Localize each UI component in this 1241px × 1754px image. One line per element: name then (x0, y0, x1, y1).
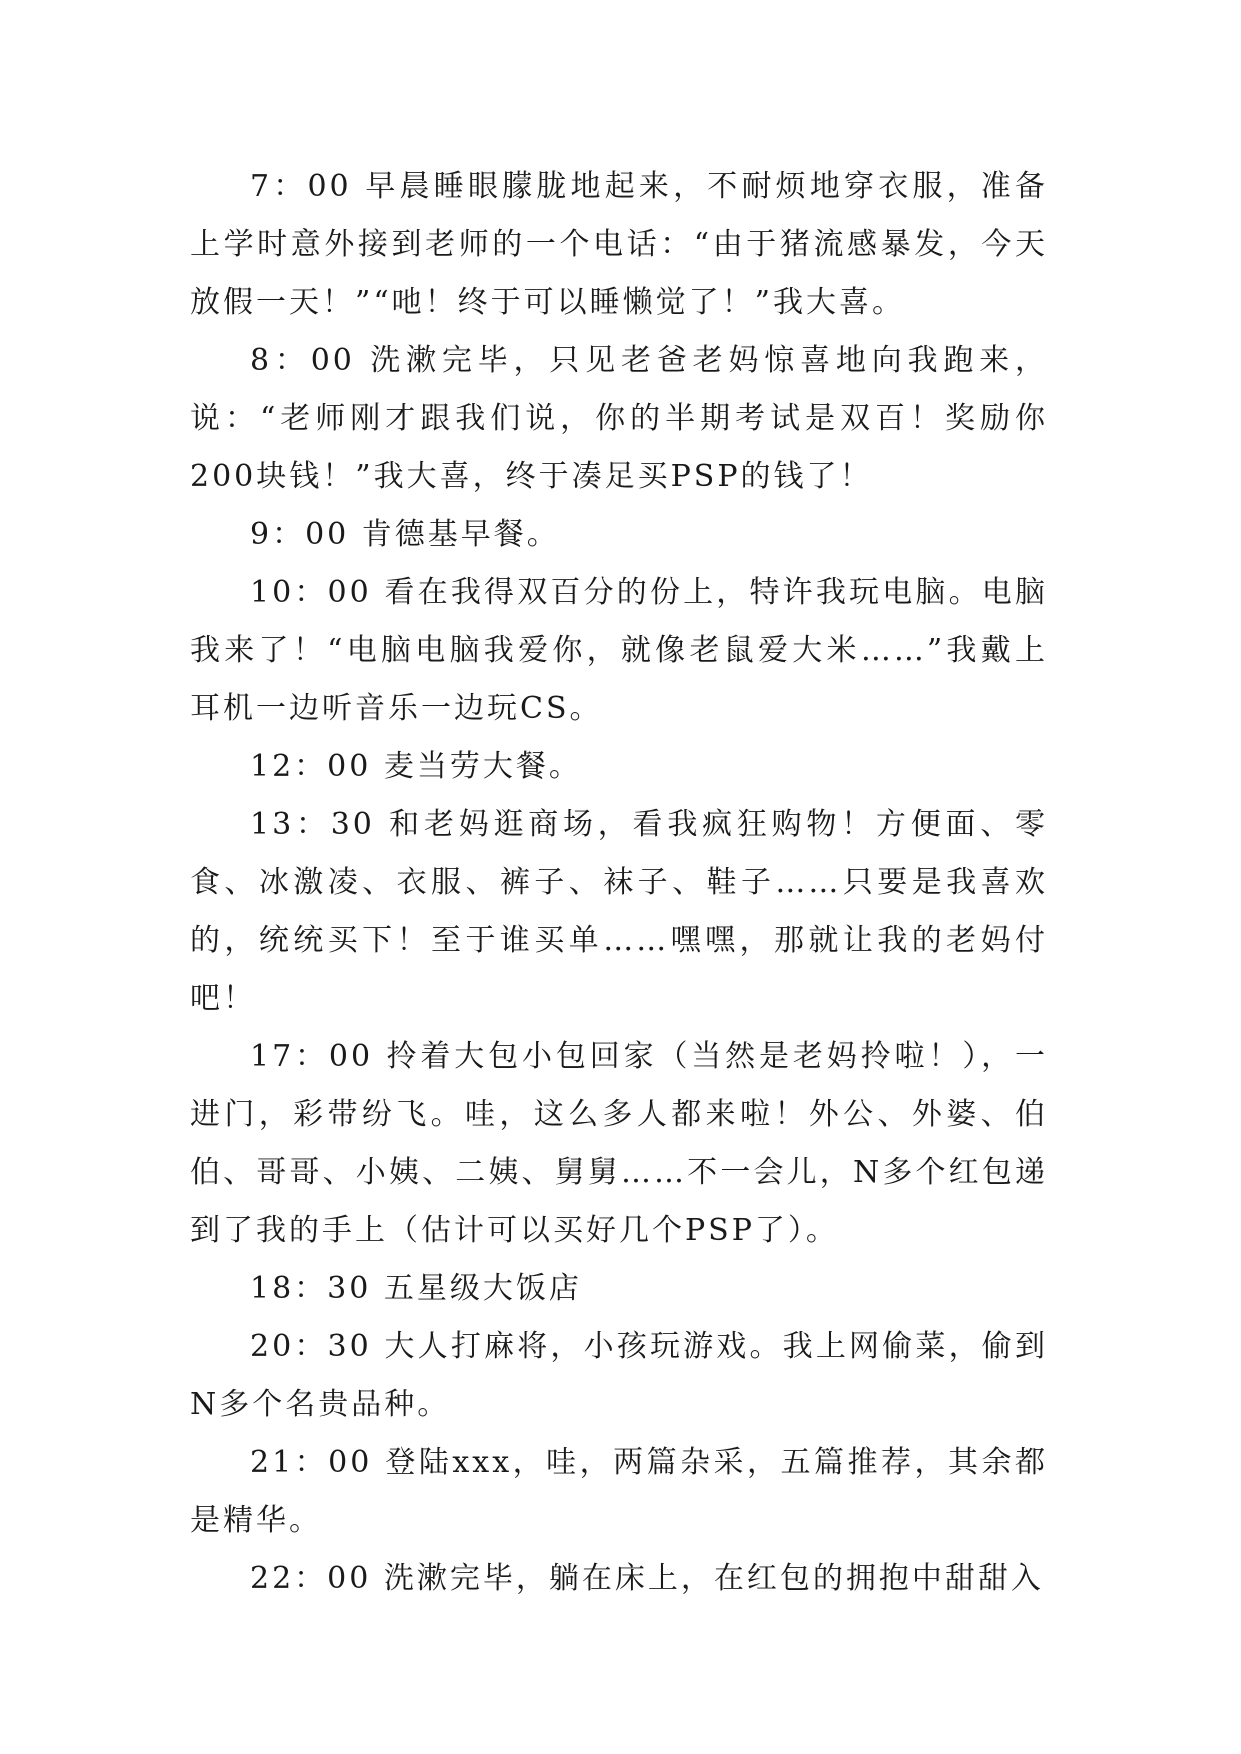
paragraph-2200: 22：00 洗漱完毕，躺在床上，在红包的拥抱中甜甜入 (250, 1561, 1044, 1596)
paragraph-1000: 10：00 看在我得双百分的份上，特许我玩电脑。电脑我来了！“电脑电脑我爱你，就像老鼠爱大米……”我戴上耳机一边听音乐一边玩CS。 (190, 575, 1048, 726)
paragraph-0700: 7：00 早晨睡眼朦胧地起来，不耐烦地穿衣服，准备上学时意外接到老师的一个电话：“由于猪流感暴发，今天放假一天！”“吔！终于可以睡懒觉了！”我大喜。 (190, 169, 1048, 320)
paragraph-1830: 18：30 五星级大饭店 (250, 1271, 582, 1306)
body-text (190, 158, 1048, 1608)
paragraph-0900: 9：00 肯德基早餐。 (250, 517, 560, 552)
paragraph-2100: 21：00 登陆xxx，哇，两篇杂采，五篇推荐，其余都是精华。 (190, 1445, 1048, 1538)
paragraph-1330: 13：30 和老妈逛商场，看我疯狂购物！方便面、零食、冰激凌、衣服、裤子、袜子、鞋子……只要是我喜欢的，统统买下！至于谁买单……嘿嘿，那就让我的老妈付吧！ (190, 807, 1048, 1016)
paragraph-2030: 20：30 大人打麻将，小孩玩游戏。我上网偷菜，偷到N多个名贵品种。 (190, 1329, 1048, 1422)
paragraph-1200: 12：00 麦当劳大餐。 (250, 749, 582, 784)
paragraph-0800: 8：00 洗漱完毕，只见老爸老妈惊喜地向我跑来，说：“老师刚才跟我们说，你的半期考试是双百！奖励你200块钱！”我大喜，终于凑足买PSP的钱了！ (190, 343, 1048, 494)
paragraph-1700: 17：00 拎着大包小包回家（当然是老妈拎啦！），一进门，彩带纷飞。哇，这么多人都来啦！外公、外婆、伯伯、哥哥、小姨、二姨、舅舅……不一会儿，N多个红包递到了我的手上（估计可以买好几个PSP了）。 (190, 1039, 1048, 1248)
